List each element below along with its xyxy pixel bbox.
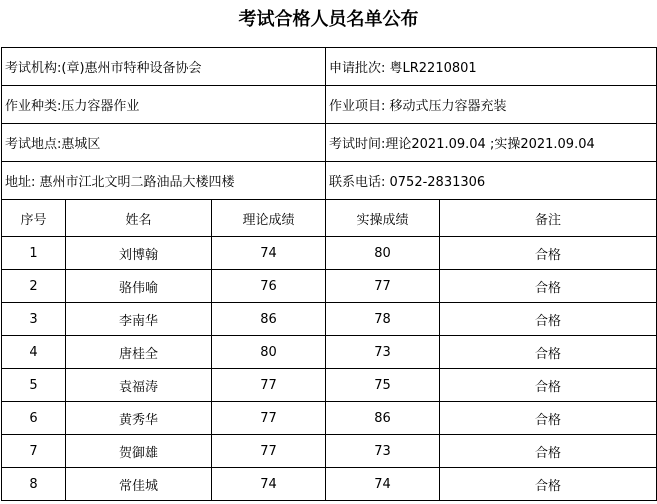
table-row	[2, 402, 657, 435]
work-item: 作业项目: 移动式压力容器充装	[326, 86, 657, 124]
table-header-row	[2, 200, 657, 237]
table-row	[2, 468, 657, 501]
row-practical-score: 77	[326, 270, 440, 303]
address: 地址: 惠州市江北文明二路油品大楼四楼	[2, 162, 326, 200]
row-practical-score: 74	[326, 468, 440, 501]
row-index: 3	[2, 303, 66, 336]
row-remark: 合格	[440, 435, 657, 468]
row-theory-score: 86	[212, 303, 326, 336]
row-theory-score: 76	[212, 270, 326, 303]
row-remark: 合格	[440, 369, 657, 402]
work-category: 作业种类:压力容器作业	[2, 86, 326, 124]
info-row	[2, 124, 657, 162]
row-name: 常佳城	[66, 468, 212, 501]
row-index: 4	[2, 336, 66, 369]
row-name: 贺御雄	[66, 435, 212, 468]
table-row	[2, 303, 657, 336]
row-remark: 合格	[440, 303, 657, 336]
approval-batch: 申请批次: 粤LR2210801	[326, 48, 657, 86]
row-name: 袁福涛	[66, 369, 212, 402]
row-theory-score: 77	[212, 402, 326, 435]
info-row	[2, 162, 657, 200]
row-theory-score: 77	[212, 435, 326, 468]
row-remark: 合格	[440, 336, 657, 369]
row-index: 5	[2, 369, 66, 402]
row-practical-score: 73	[326, 336, 440, 369]
table-body	[2, 237, 657, 501]
row-theory-score: 80	[212, 336, 326, 369]
row-practical-score: 78	[326, 303, 440, 336]
row-name: 骆伟喻	[66, 270, 212, 303]
row-remark: 合格	[440, 237, 657, 270]
row-index: 2	[2, 270, 66, 303]
table-row	[2, 237, 657, 270]
results-table	[1, 47, 657, 501]
exam-org: 考试机构:(章)惠州市特种设备协会	[2, 48, 326, 86]
info-row	[2, 86, 657, 124]
exam-time: 考试时间:理论2021.09.04 ;实操2021.09.04	[326, 124, 657, 162]
row-index: 8	[2, 468, 66, 501]
row-practical-score: 75	[326, 369, 440, 402]
row-theory-score: 74	[212, 468, 326, 501]
table-row	[2, 369, 657, 402]
row-name: 唐桂全	[66, 336, 212, 369]
table-row	[2, 270, 657, 303]
row-name: 黄秀华	[66, 402, 212, 435]
row-theory-score: 77	[212, 369, 326, 402]
table-row	[2, 336, 657, 369]
row-remark: 合格	[440, 270, 657, 303]
row-name: 李南华	[66, 303, 212, 336]
exam-location: 考试地点:惠城区	[2, 124, 326, 162]
row-index: 6	[2, 402, 66, 435]
col-header-index: 序号	[2, 200, 66, 237]
col-header-remark: 备注	[440, 200, 657, 237]
col-header-name: 姓名	[66, 200, 212, 237]
col-header-practical: 实操成绩	[326, 200, 440, 237]
row-remark: 合格	[440, 402, 657, 435]
row-remark: 合格	[440, 468, 657, 501]
col-header-theory: 理论成绩	[212, 200, 326, 237]
row-practical-score: 80	[326, 237, 440, 270]
table-row	[2, 435, 657, 468]
row-index: 7	[2, 435, 66, 468]
contact-phone: 联系电话: 0752-2831306	[326, 162, 657, 200]
row-name: 刘博翰	[66, 237, 212, 270]
row-theory-score: 74	[212, 237, 326, 270]
page-title: 考试合格人员名单公布	[238, 9, 419, 30]
row-practical-score: 86	[326, 402, 440, 435]
row-index: 1	[2, 237, 66, 270]
info-row	[2, 48, 657, 86]
row-practical-score: 73	[326, 435, 440, 468]
